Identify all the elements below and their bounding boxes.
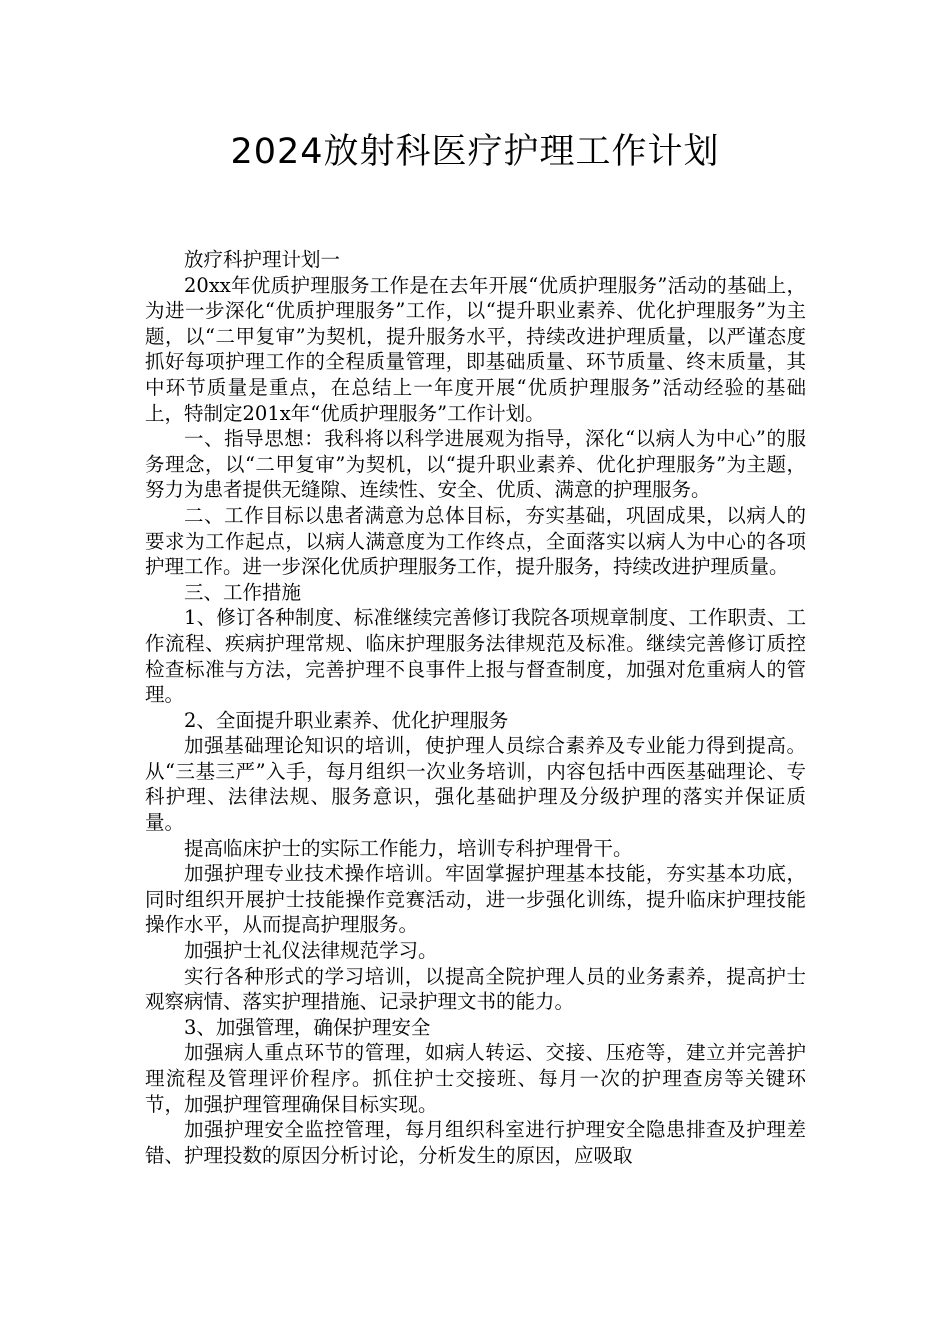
body-paragraph: 加强护士礼仪法律规范学习。 [184, 939, 438, 963]
body-paragraph: 加强病人重点环节的管理，如病人转运、交接、压疮等，建立并完善护理流程及管理评价程序。抓住护士交接班、每月一次的护理查房等关键环节，加强护理管理确保目标实现。 [145, 1041, 806, 1116]
body-paragraph: 加强基础理论知识的培训，使护理人员综合素养及专业能力得到提高。从“三基三严”入手，每月组织一次业务培训，内容包括中西医基础理论、专科护理、法律法规、服务意识，强化基础护理及分级护理的落实并保证质量。 [145, 734, 806, 835]
body-paragraph: 提高临床护士的实际工作能力，培训专科护理骨干。 [184, 836, 633, 860]
section-heading: 放疗科护理计划一 [184, 248, 341, 271]
body-paragraph: 加强护理安全监控管理，每月组织科室进行护理安全隐患排查及护理差错、护理投数的原因分析讨论，分析发生的原因，应吸取 [145, 1118, 806, 1167]
body-paragraph: 二、工作目标以患者满意为总体目标，夯实基础，巩固成果，以病人的要求为工作起点，以病人满意度为工作终点，全面落实以病人为中心的各项护理工作。进一步深化优质护理服务工作，提升服务，持续改进护理质量。 [145, 503, 806, 579]
body-paragraph: 1、修订各种制度、标准继续完善修订我院各项规章制度、工作职责、工作流程、疾病护理常规、临床护理服务法律规范及标准。继续完善修订质控检查标准与方法，完善护理不良事件上报与督查制度，加强对危重病人的管理。 [145, 606, 806, 707]
section-heading: 2、全面提升职业素养、优化护理服务 [184, 708, 509, 732]
body-paragraph: 一、指导思想：我科将以科学进展观为指导，深化“以病人为中心”的服务理念，以“二甲复审”为契机，以“提升职业素养、优化护理服务”为主题，努力为患者提供无缝隙、连续性、安全、优质、满意的护理服务。 [145, 427, 806, 502]
document-title: 2024放射科医疗护理工作计划 [230, 132, 720, 172]
section-heading: 3、加强管理，确保护理安全 [184, 1015, 431, 1039]
section-heading: 三、工作措施 [184, 580, 302, 604]
body-paragraph: 实行各种形式的学习培训，以提高全院护理人员的业务素养，提高护士观察病情、落实护理措施、记录护理文书的能力。 [145, 964, 806, 1014]
body-paragraph: 20xx年优质护理服务工作是在去年开展“优质护理服务”活动的基础上，为进一步深化“优质护理服务”工作，以“提升职业素养、优化护理服务”为主题，以“二甲复审”为契机，提升服务水平，持续改进护理质量，以严谨态度抓好每项护理工作的全程质量管理，即基础质量、环节质量、终末质量，其中环节质量是重点，在总结上一年度开展“优质护理服务”活动经验的基础上，特制定201x年“优质护理服务”工作计划。 [145, 273, 806, 425]
document-body [145, 247, 806, 1168]
body-paragraph: 加强护理专业技术操作培训。牢固掌握护理基本技能，夯实基本功底，同时组织开展护士技能操作竞赛活动，进一步强化训练，提升临床护理技能操作水平，从而提高护理服务。 [145, 862, 806, 937]
